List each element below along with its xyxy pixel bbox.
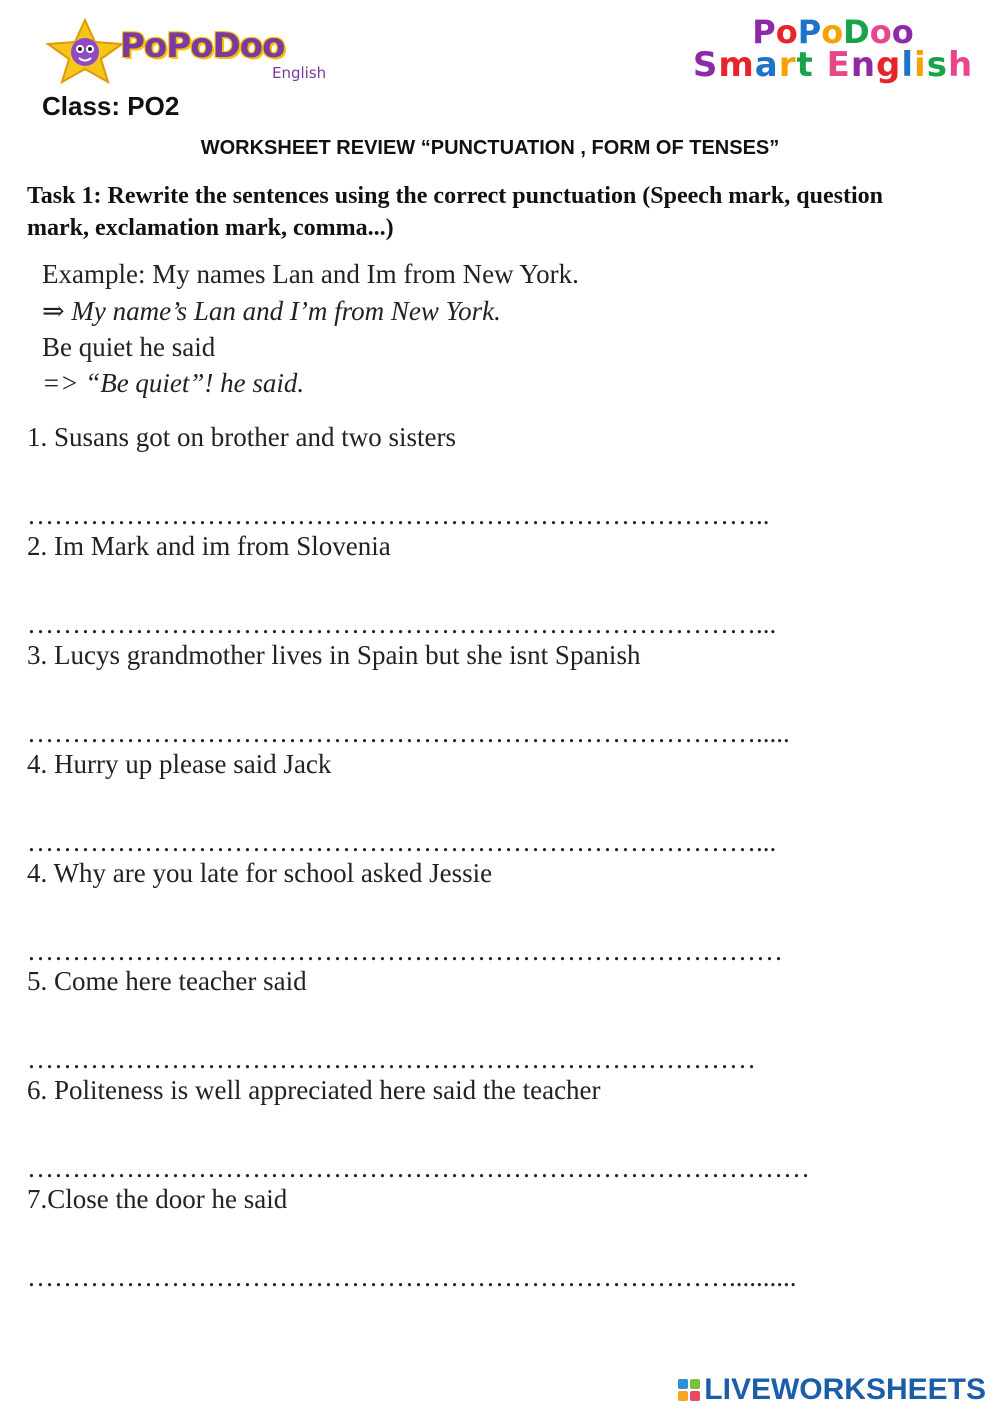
star-mascot-icon <box>40 18 130 84</box>
answer-line-3[interactable]: ………………………………………………………………………..... <box>27 718 790 748</box>
question-6: 6. Politeness is well appreciated here said the teacher <box>27 1075 601 1105</box>
question-4b: 4. Why are you late for school asked Jessie <box>27 858 493 888</box>
question-2: 2. Im Mark and im from Slovenia <box>27 531 391 561</box>
logo-right-line1: PoPoDoo <box>752 13 914 51</box>
answer-line-1[interactable]: ……………………………………………………………………….. <box>27 500 770 530</box>
popodoo-logo-left <box>40 18 350 84</box>
liveworksheets-grid-icon <box>678 1379 700 1401</box>
answer-line-4a[interactable]: ………………………………………………………………………... <box>27 827 777 857</box>
question-3: 3. Lucys grandmother lives in Spain but she isnt Spanish <box>27 640 641 670</box>
liveworksheets-logo <box>678 1373 986 1407</box>
example-line-2: ⇒ My name’s Lan and I’m from New York. <box>42 296 501 326</box>
answer-line-7[interactable]: …………………………………………………………………….......... <box>27 1262 797 1292</box>
worksheet-title: WORKSHEET REVIEW “PUNCTUATION , FORM OF TENSES” <box>200 137 780 159</box>
example-line-3: Be quiet he said <box>42 332 216 362</box>
logo-right-line2: Smart English <box>692 45 974 85</box>
class-label: Class: PO2 <box>42 91 180 121</box>
logo-left-sub: English <box>272 64 327 82</box>
task-1-instruction: Task 1: Rewrite the sentences using the correct punctuation (Speech mark, question mark, exclamation mark, comma...) <box>27 183 883 241</box>
answer-line-4b[interactable]: ………………………………………………………………………… <box>27 936 783 966</box>
question-7: 7.Close the door he said <box>27 1184 288 1214</box>
question-5: 5. Come here teacher said <box>27 966 307 996</box>
example-line-1: Example: My names Lan and Im from New York. <box>42 259 579 289</box>
logo-left-brand: PoPoDoo <box>120 26 285 66</box>
footer-brand: LIVEWORKSHEETS <box>704 1373 986 1406</box>
answer-line-6[interactable]: …………………………………………………………………………… <box>27 1153 810 1183</box>
example-line-4: => “Be quiet”! he said. <box>42 368 305 398</box>
answer-line-5[interactable]: ……………………………………………………………………… <box>27 1044 756 1074</box>
answer-line-2[interactable]: ………………………………………………………………………... <box>27 609 777 639</box>
question-4a: 4. Hurry up please said Jack <box>27 749 332 779</box>
question-1: 1. Susans got on brother and two sisters <box>27 422 456 452</box>
popodoo-smart-english-logo <box>678 13 988 85</box>
